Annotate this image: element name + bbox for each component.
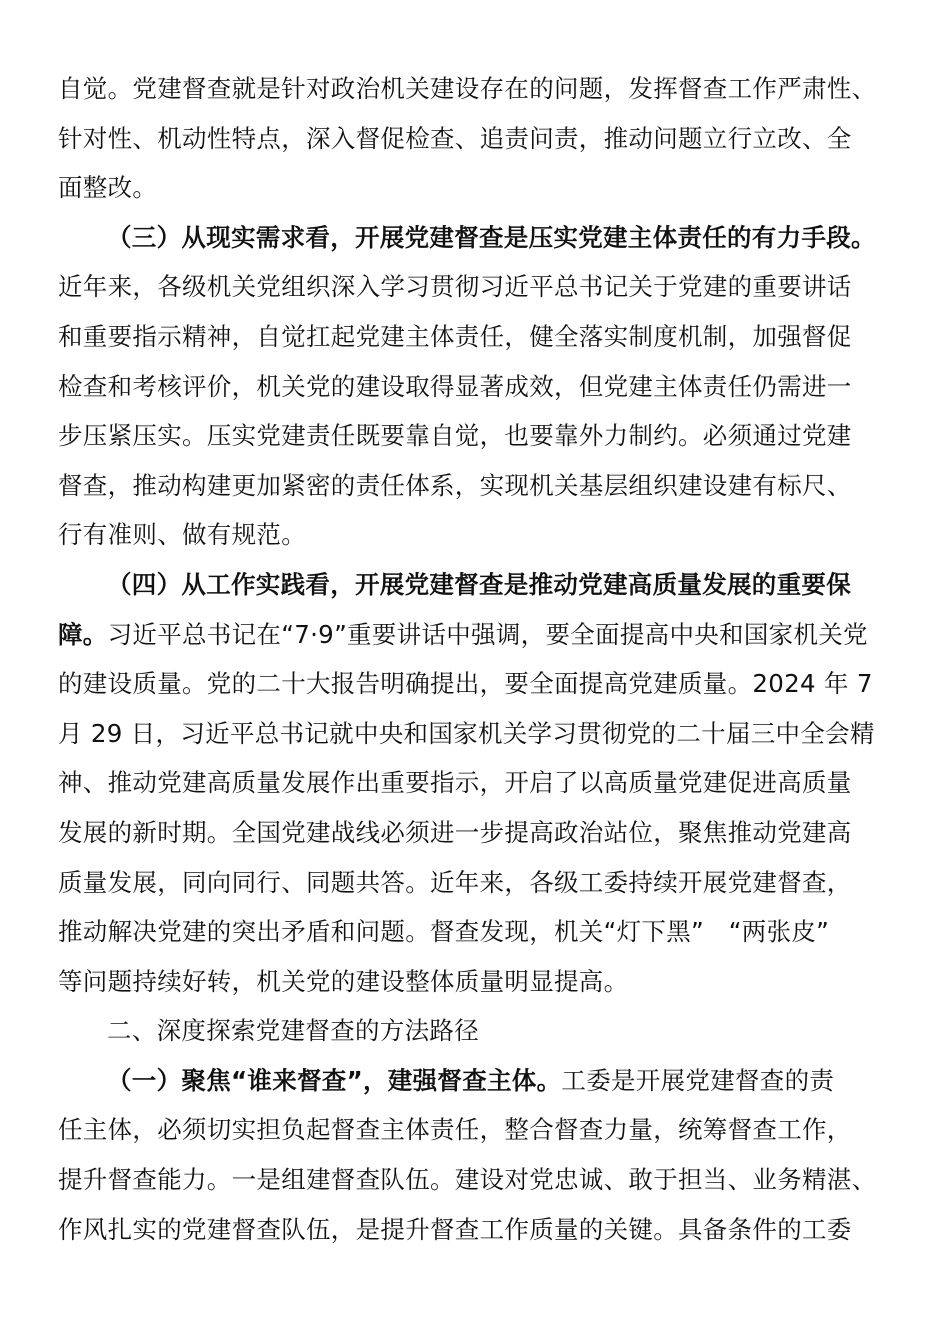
body-text: 任主体，必须切实担负起督查主体责任，整合督查力量，统筹督查工作， (58, 1115, 852, 1145)
bold-heading-text: （四）从工作实践看，开展党建督查是推动党建高质量发展的重要保 (107, 569, 851, 599)
body-text: 二、深度探索党建督查的方法路径 (107, 1016, 479, 1046)
body-text: 检查和考核评价，机关党的建设取得显著成效，但党建主体责任仍需进一 (58, 371, 852, 401)
body-text: 近年来，各级机关党组织深入学习贯彻习近平总书记关于党建的重要讲话 (58, 272, 852, 302)
body-text: 等问题持续好转，机关党的建设整体质量明显提高。 (58, 966, 629, 996)
body-text: 神、推动党建高质量发展作出重要指示，开启了以高质量党建促进高质量 (58, 768, 852, 798)
body-text: 工委是开展党建督查的责 (561, 1065, 835, 1095)
text-line (58, 1205, 894, 1255)
text-line (58, 709, 894, 759)
text-line (58, 858, 894, 908)
text-line (58, 114, 894, 164)
body-text: 步压紧压实。压实党建责任既要靠自觉，也要靠外力制约。必须通过党建 (58, 421, 852, 451)
body-text: 行有准则、做有规范。 (58, 520, 306, 550)
text-line (58, 64, 894, 114)
document-body (58, 64, 894, 1254)
text-line (58, 907, 894, 957)
body-text: 月 29 日，习近平总书记就中央和国家机关学习贯彻党的二十届三中全会精 (58, 718, 875, 748)
text-line (58, 461, 894, 511)
text-line (58, 362, 894, 412)
body-text: 推动解决党建的突出矛盾和问题。督查发现，机关“灯下黑” “两张皮” (58, 917, 830, 947)
text-line (58, 610, 894, 660)
text-line (58, 1155, 894, 1205)
text-line (58, 560, 894, 610)
body-text: 作风扎实的党建督查队伍，是提升督查工作质量的关键。具备条件的工委 (58, 1214, 852, 1244)
text-line (58, 262, 894, 312)
text-line (58, 957, 894, 1007)
bold-heading-text: 障。 (58, 619, 108, 649)
body-text: 督查，推动构建更加紧密的责任体系，实现机关基层组织建设建有标尺、 (58, 470, 852, 500)
body-text: 针对性、机动性特点，深入督促检查、追责问责，推动问题立行立改、全 (58, 123, 852, 153)
bold-heading-text: （一）聚焦“谁来督查”，建强督查主体。 (107, 1065, 562, 1095)
body-text: 提升督查能力。一是组建督查队伍。建设对党忠诚、敢于担当、业务精湛、 (58, 1165, 877, 1195)
text-line (58, 411, 894, 461)
text-line (58, 1006, 894, 1056)
body-text: 的建设质量。党的二十大报告明确提出，要全面提高党建质量。2024 年 7 (58, 669, 873, 699)
bold-heading-text: （三）从现实需求看，开展党建督查是压实党建主体责任的有力手段。 (107, 222, 876, 252)
body-text: 发展的新时期。全国党建战线必须进一步提高政治站位，聚焦推动党建高 (58, 817, 852, 847)
text-line (58, 808, 894, 858)
text-line (58, 510, 894, 560)
text-line (58, 1056, 894, 1106)
text-line (58, 213, 894, 263)
body-text: 面整改。 (58, 173, 158, 203)
text-line (58, 163, 894, 213)
text-line (58, 659, 894, 709)
text-line (58, 1105, 894, 1155)
body-text: 自觉。党建督查就是针对政治机关建设存在的问题，发挥督查工作严肃性、 (58, 74, 877, 103)
text-line (58, 312, 894, 362)
text-line (58, 758, 894, 808)
body-text: 质量发展，同向同行、同题共答。近年来，各级工委持续开展党建督查， (58, 867, 852, 897)
body-text: 和重要指示精神，自觉扛起党建主体责任，健全落实制度机制，加强督促 (58, 321, 852, 351)
body-text: 习近平总书记在“7·9”重要讲话中强调，要全面提高中央和国家机关党 (107, 619, 868, 649)
